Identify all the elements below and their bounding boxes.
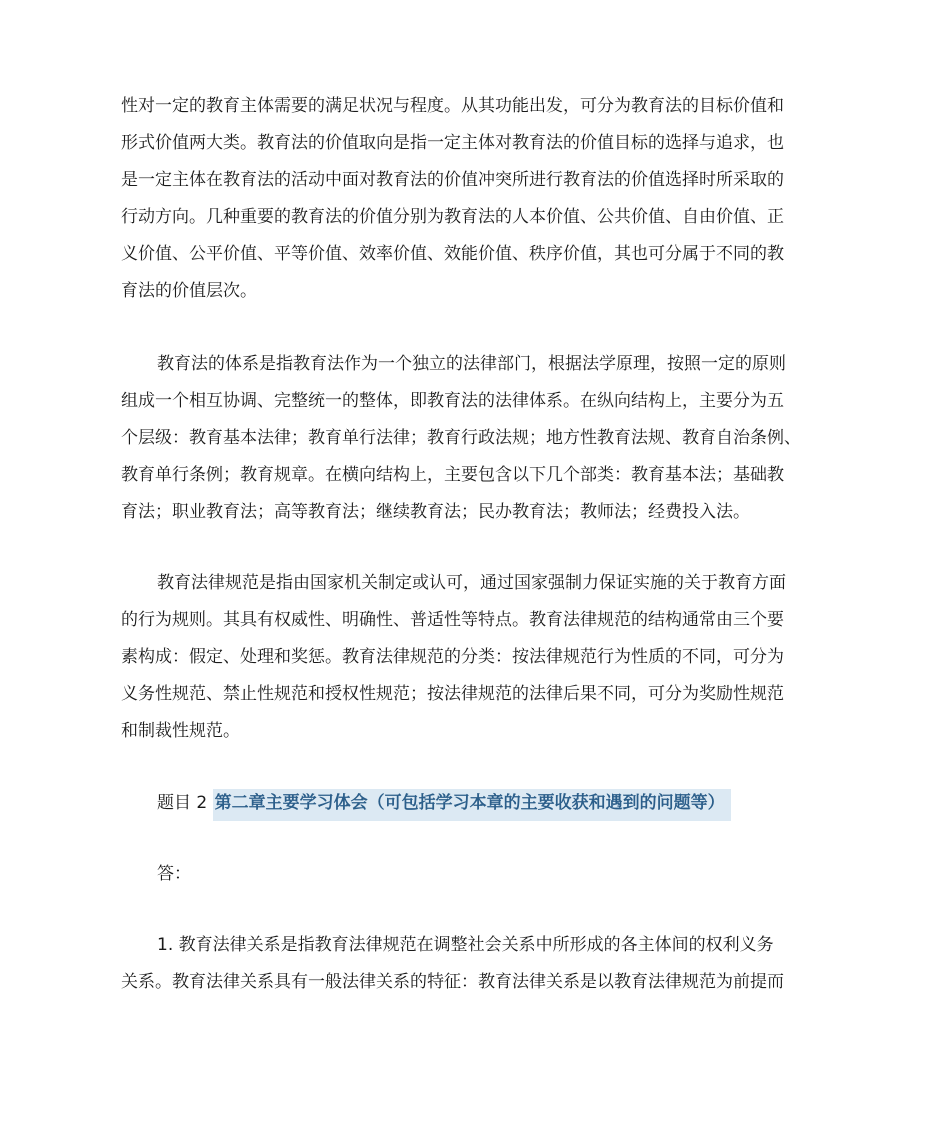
text-line: 个层级：教育基本法律；教育单行法律；教育行政法规；地方性教育法规、教育自治条例、: [121, 428, 801, 448]
question-label: 题目 2: [157, 793, 208, 813]
question-heading: [157, 785, 843, 822]
text-line: 形式价值两大类。教育法的价值取向是指一定主体对教育法的价值目标的选择与追求，也: [121, 133, 784, 153]
paragraph-education-law-value: [121, 88, 843, 310]
paragraph-legal-relationship: [121, 927, 843, 1001]
text-line: 义务性规范、禁止性规范和授权性规范；按法律规范的法律后果不同，可分为奖励性规范: [121, 684, 784, 704]
text-line: 教育单行条例；教育规章。在横向结构上，主要包含以下几个部类：教育基本法；基础教: [121, 465, 784, 485]
text-line: 是一定主体在教育法的活动中面对教育法的价值冲突所进行教育法的价值选择时所采取的: [121, 170, 784, 190]
question-title-highlight: 第二章主要学习体会（可包括学习本章的主要收获和遇到的问题等）: [213, 789, 731, 821]
paragraph-education-law-system: [121, 346, 843, 531]
text-line: 关系。教育法律关系具有一般法律关系的特征：教育法律关系是以教育法律规范为前提而: [121, 972, 784, 992]
text-line: 组成一个相互协调、完整统一的整体，即教育法的法律体系。在纵向结构上，主要分为五: [121, 391, 784, 411]
text-line: 育法的价值层次。: [121, 281, 257, 301]
text-line: 教育法的体系是指教育法作为一个独立的法律部门，根据法学原理，按照一定的原则: [157, 354, 786, 374]
text-line: 教育法律规范是指由国家机关制定或认可，通过国家强制力保证实施的关于教育方面: [157, 573, 786, 593]
text-line: 性对一定的教育主体需要的满足状况与程度。从其功能出发，可分为教育法的目标价值和: [121, 96, 784, 116]
text-line: 和制裁性规范。: [121, 721, 240, 741]
text-line: 的行为规则。其具有权威性、明确性、普适性等特点。教育法律规范的结构通常由三个要: [121, 610, 784, 630]
text-line: 1. 教育法律关系是指教育法律规范在调整社会关系中所形成的各主体间的权利义务: [157, 935, 774, 955]
text-line: 行动方向。几种重要的教育法的价值分别为教育法的人本价值、公共价值、自由价值、正: [121, 207, 784, 227]
paragraph-education-law-norms: [121, 565, 843, 750]
text-line: 素构成：假定、处理和奖惩。教育法律规范的分类：按法律规范行为性质的不同，可分为: [121, 647, 784, 667]
text-line: 义价值、公平价值、平等价值、效率价值、效能价值、秩序价值，其也可分属于不同的教: [121, 244, 784, 264]
text-line: 答：: [157, 864, 191, 884]
question-line: [157, 785, 843, 822]
answer-label: [157, 856, 879, 893]
text-line: 育法；职业教育法；高等教育法；继续教育法；民办教育法；教师法；经费投入法。: [121, 502, 750, 522]
